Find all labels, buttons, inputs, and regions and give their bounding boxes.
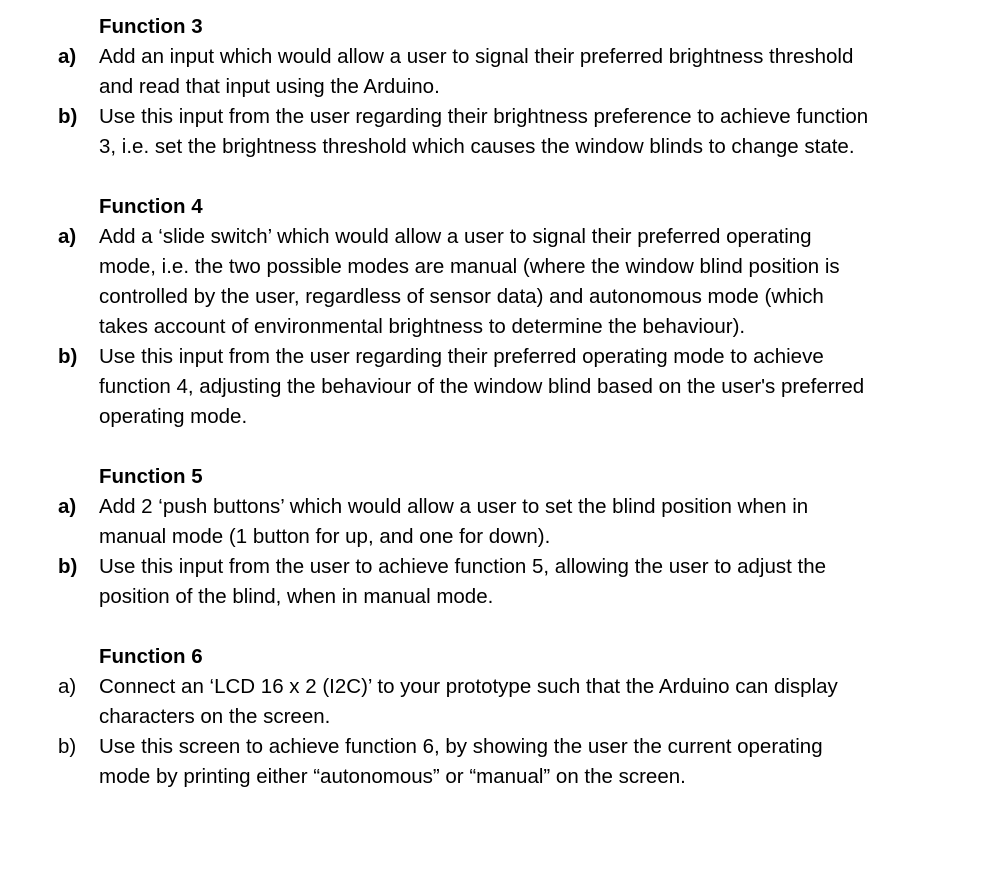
text-line: controlled by the user, regardless of sensor data) and autonomous mode (which — [99, 285, 824, 308]
list-item-text — [99, 552, 959, 612]
text-line: Use this input from the user to achieve function 5, allowing the user to adjust the — [99, 555, 827, 578]
section-heading: Function 4 — [99, 195, 203, 218]
list-marker: b) — [58, 555, 78, 578]
text-line: Use this input from the user regarding their brightness preference to achieve function — [99, 105, 869, 128]
text-line: position of the blind, when in manual mode. — [99, 585, 494, 608]
text-line: Connect an ‘LCD 16 x 2 (I2C)’ to your prototype such that the Arduino can display — [99, 675, 838, 698]
text-line: manual mode (1 button for up, and one for down). — [99, 525, 551, 548]
list-item-text — [99, 342, 959, 432]
list-marker: a) — [58, 675, 77, 698]
text-line: mode by printing either “autonomous” or “manual” on the screen. — [99, 765, 686, 788]
section-heading: Function 6 — [99, 645, 203, 668]
list-marker: a) — [58, 45, 77, 68]
list-marker: a) — [58, 225, 77, 248]
section-heading: Function 5 — [99, 465, 203, 488]
list-marker: a) — [58, 495, 77, 518]
list-item-text — [99, 102, 959, 162]
list-item-text — [99, 492, 959, 552]
text-line: Use this screen to achieve function 6, by showing the user the current operating — [99, 735, 823, 758]
text-line: and read that input using the Arduino. — [99, 75, 440, 98]
text-line: takes account of environmental brightness to determine the behaviour). — [99, 315, 746, 338]
list-item-text — [99, 222, 959, 342]
list-item-text — [99, 732, 959, 792]
list-marker: b) — [58, 105, 78, 128]
text-line: Add a ‘slide switch’ which would allow a user to signal their preferred operating — [99, 225, 812, 248]
text-line: Use this input from the user regarding their preferred operating mode to achieve — [99, 345, 824, 368]
text-line: Add 2 ‘push buttons’ which would allow a user to set the blind position when in — [99, 495, 809, 518]
list-item-text — [99, 672, 959, 732]
list-marker: b) — [58, 735, 77, 758]
section-heading: Function 3 — [99, 15, 203, 38]
text-line: Add an input which would allow a user to signal their preferred brightness threshold — [99, 45, 854, 68]
list-item-text — [99, 42, 959, 102]
text-line: characters on the screen. — [99, 705, 331, 728]
text-line: function 4, adjusting the behaviour of the window blind based on the user's preferred — [99, 375, 865, 398]
list-marker: b) — [58, 345, 78, 368]
text-line: 3, i.e. set the brightness threshold which causes the window blinds to change state. — [99, 135, 855, 158]
text-line: operating mode. — [99, 405, 248, 428]
text-line: mode, i.e. the two possible modes are manual (where the window blind position is — [99, 255, 840, 278]
